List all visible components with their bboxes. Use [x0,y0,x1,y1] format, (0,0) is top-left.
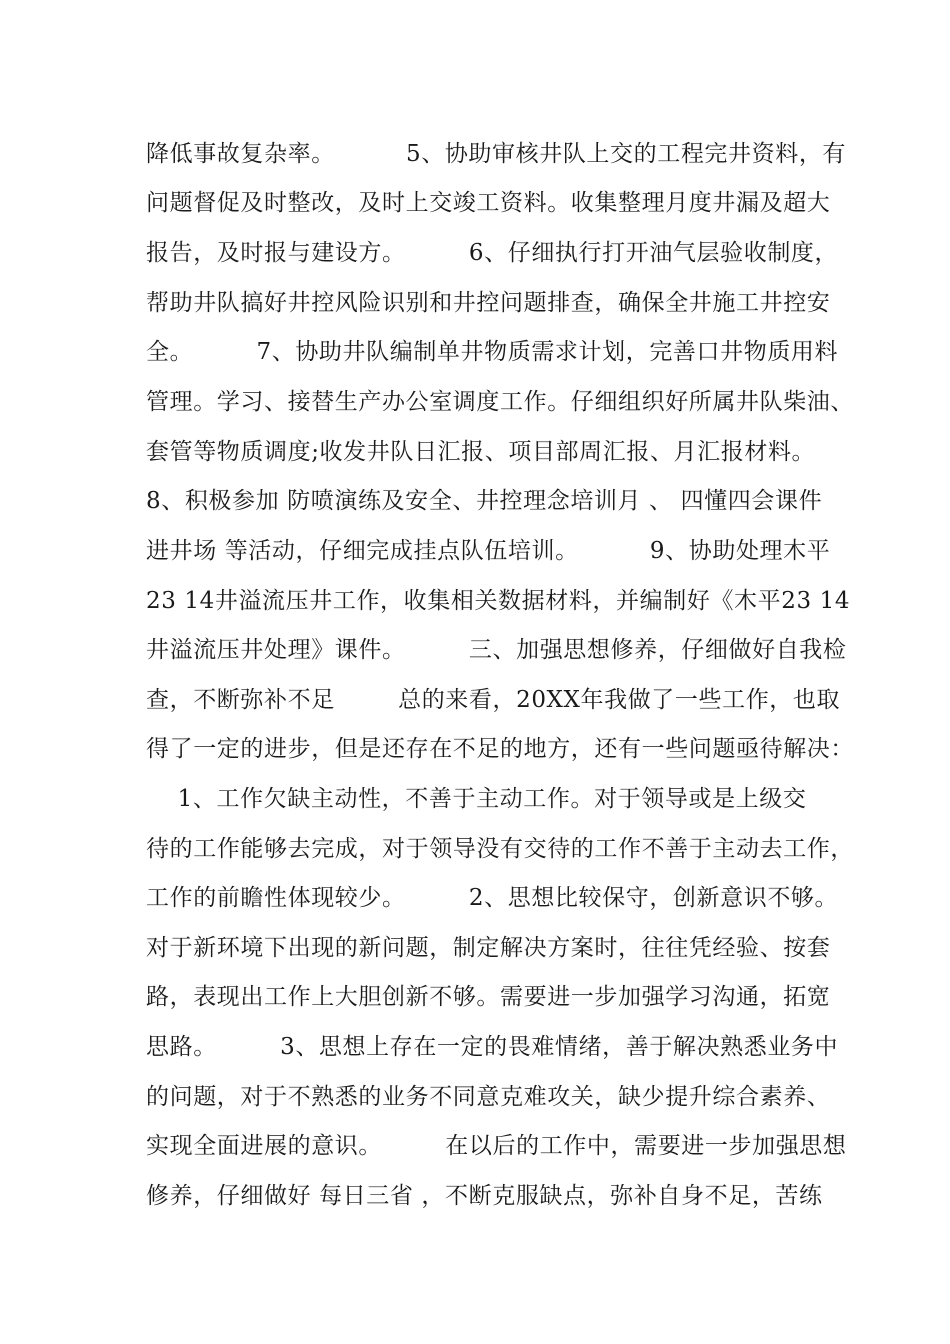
text-line-21: 实现全面进展的意识。 在以后的工作中，需要进一步加强思想 [146,1133,847,1159]
text-line-4: 帮助井队搞好井控风险识别和井控问题排查，确保全井施工井控安 [146,290,831,316]
text-line-17: 对于新环境下出现的新问题，制定解决方案时，往往凭经验、按套 [146,935,831,961]
text-line-15: 待的工作能够去完成，对于领导没有交待的工作不善于主动去工作， [146,836,854,862]
text-line-1: 降低事故复杂率。 5、协助审核井队上交的工程完井资料，有 [146,141,847,167]
text-line-5: 全。 7、协助井队编制单井物质需求计划，完善口井物质用料 [146,339,839,365]
text-line-19: 思路。 3、思想上存在一定的畏难情绪，善于解决熟悉业务中 [146,1034,839,1060]
text-line-13: 得了一定的进步，但是还存在不足的地方，还有一些问题亟待解决： [146,736,854,762]
text-line-6: 管理。学习、接替生产办公室调度工作。仔细组织好所属井队柴油、 [146,389,854,415]
text-line-10: 23 14井溢流压井工作，收集相关数据材料，并编制好《木平23 14 [146,588,851,614]
text-line-12: 查，不断弥补不足 总的来看，20XX年我做了一些工作，也取 [146,687,841,713]
text-line-2: 问题督促及时整改，及时上交竣工资料。收集整理月度井漏及超大 [146,190,831,216]
text-line-11: 井溢流压井处理》课件。 三、加强思想修养，仔细做好自我检 [146,637,847,663]
text-line-7: 套管等物质调度;收发井队日汇报、项目部周汇报、月汇报材料。 [146,439,816,465]
text-line-3: 报告，及时报与建设方。 6、仔细执行打开油气层验收制度， [146,240,839,266]
text-line-16: 工作的前瞻性体现较少。 2、思想比较保守，创新意识不够。 [146,885,839,911]
text-line-9: 进井场 等活动，仔细完成挂点队伍培训。 9、协助处理木平 [146,538,831,564]
text-line-22: 修养，仔细做好 每日三省 ，不断克服缺点，弥补自身不足，苦练 [146,1183,823,1209]
text-line-20: 的问题，对于不熟悉的业务不同意克难攻关，缺少提升综合素养、 [146,1084,831,1110]
text-line-8: 8、积极参加 防喷演练及安全、井控理念培训月 、 四懂四会课件 [146,488,823,514]
text-line-18: 路，表现出工作上大胆创新不够。需要进一步加强学习沟通，拓宽 [146,984,831,1010]
text-line-14: 1、工作欠缺主动性，不善于主动工作。对于领导或是上级交 [146,786,807,812]
